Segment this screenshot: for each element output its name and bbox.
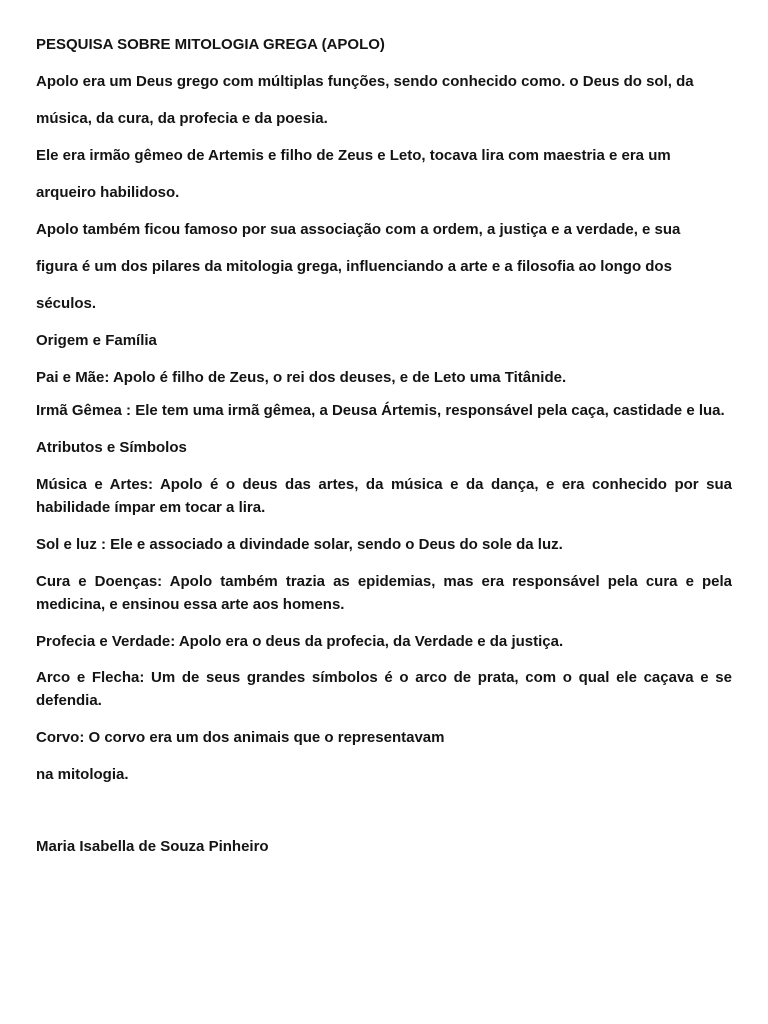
- intro-line: música, da cura, da profecia e da poesia.: [36, 110, 328, 127]
- music-paragraph: Música e Artes: Apolo é o deus das artes, da música e da dança, e era conhecido por sua habilidade ímpar em tocar a lira.: [36, 476, 732, 516]
- document-title: PESQUISA SOBRE MITOLOGIA GREGA (APOLO): [36, 36, 385, 53]
- sister-paragraph: Irmã Gêmea : Ele tem uma irmã gêmea, a Deusa Ártemis, responsável pela caça, castidade e lua.: [36, 402, 725, 419]
- intro-line: Apolo também ficou famoso por sua associação com a ordem, a justiça e a verdade, e sua: [36, 221, 681, 238]
- healing-paragraph: Cura e Doenças: Apolo também trazia as epidemias, mas era responsável pela cura e pela medicina, e ensinou essa arte aos homens.: [36, 573, 732, 613]
- parents-paragraph: Pai e Mãe: Apolo é filho de Zeus, o rei dos deuses, e de Leto uma Titânide.: [36, 369, 567, 386]
- bow-paragraph: Arco e Flecha: Um de seus grandes símbolos é o arco de prata, com o qual ele caçava e se defendia.: [36, 669, 732, 709]
- author-signature: Maria Isabella de Souza Pinheiro: [36, 838, 269, 855]
- attributes-heading: Atributos e Símbolos: [36, 439, 187, 456]
- prophecy-paragraph: Profecia e Verdade: Apolo era o deus da profecia, da Verdade e da justiça.: [36, 633, 564, 650]
- intro-section: [36, 63, 732, 396]
- intro-line: arqueiro habilidoso.: [36, 184, 180, 201]
- intro-line: figura é um dos pilares da mitologia grega, influenciando a arte e a filosofia ao longo dos: [36, 258, 672, 275]
- origin-heading: Origem e Família: [36, 332, 157, 349]
- crow-line: na mitologia.: [36, 766, 129, 783]
- intro-line: Ele era irmão gêmeo de Artemis e filho de Zeus e Leto, tocava lira com maestria e era um: [36, 147, 671, 164]
- intro-line: séculos.: [36, 295, 97, 312]
- intro-line: Apolo era um Deus grego com múltiplas funções, sendo conhecido como. o Deus do sol, da: [36, 73, 694, 90]
- crow-line: Corvo: O corvo era um dos animais que o representavam: [36, 729, 445, 746]
- sun-paragraph: Sol e luz : Ele e associado a divindade solar, sendo o Deus do sole da luz.: [36, 536, 563, 553]
